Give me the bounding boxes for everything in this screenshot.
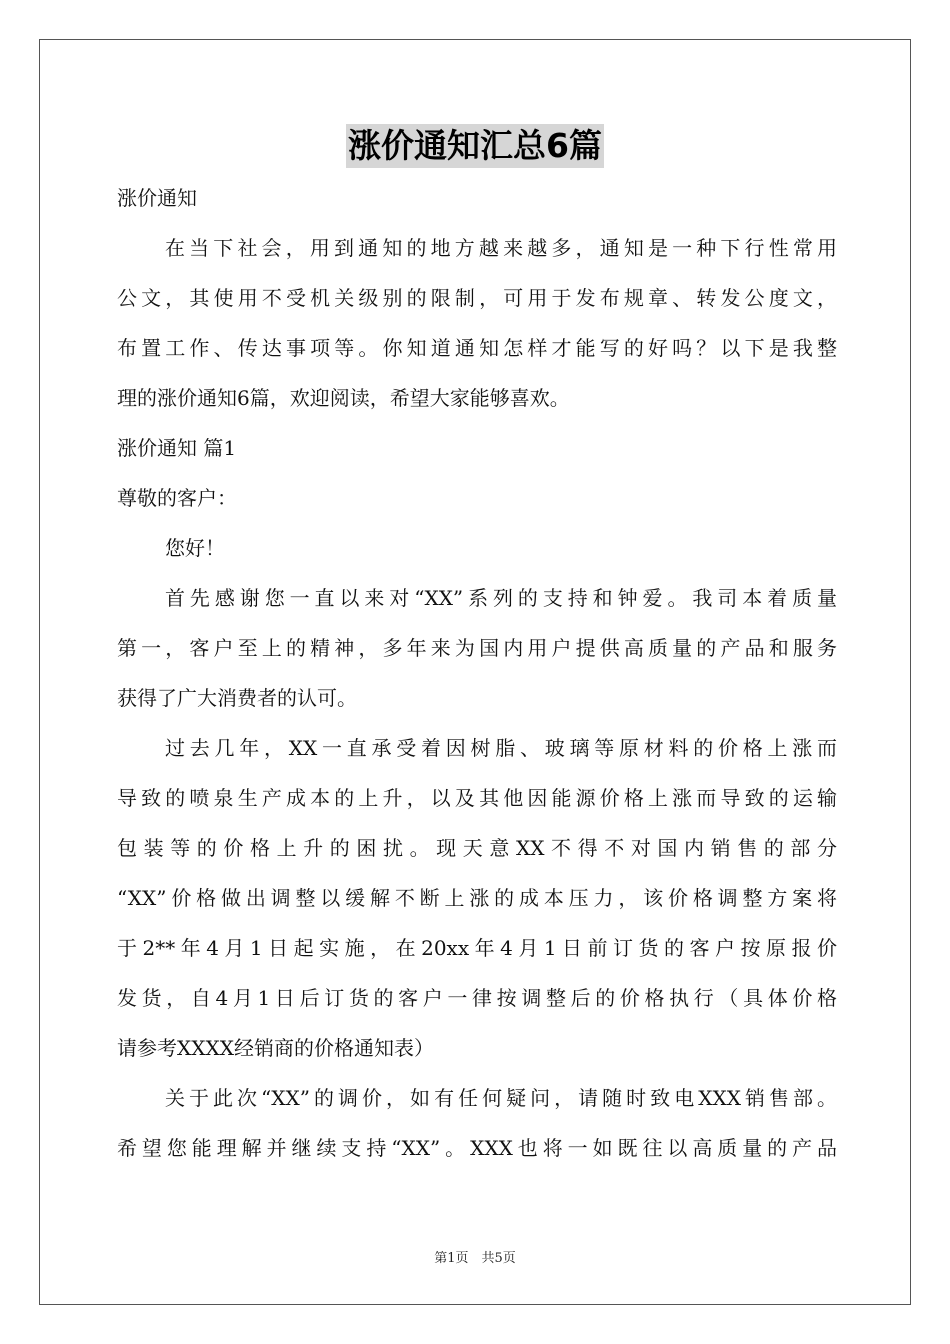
body-line: 公文，其使用不受机关级别的限制，可用于发布规章、转发公度文， xyxy=(117,286,837,310)
body-line: 您好！ xyxy=(165,536,225,560)
document-title: 涨价通知汇总6篇 xyxy=(346,124,604,168)
body-line: 过去几年，XX一直承受着因树脂、玻璃等原材料的价格上涨而 xyxy=(165,736,837,760)
body-line: 发货，自4月1日后订货的客户一律按调整后的价格执行（具体价格 xyxy=(117,986,837,1010)
body-line: 请参考XXXX经销商的价格通知表） xyxy=(117,1036,434,1060)
body-line: 导致的喷泉生产成本的上升，以及其他因能源价格上涨而导致的运输 xyxy=(117,786,837,810)
body-line: 希望您能理解并继续支持“XX”。XXX也将一如既往以高质量的产品 xyxy=(117,1136,837,1160)
body-line: 尊敬的客户： xyxy=(117,486,237,510)
body-line: 首先感谢您一直以来对“XX”系列的支持和钟爱。我司本着质量 xyxy=(165,586,837,610)
body-line: 涨价通知 篇1 xyxy=(117,436,237,460)
body-line: 包装等的价格上升的困扰。现天意XX不得不对国内销售的部分 xyxy=(117,836,837,860)
body-line: 关于此次“XX”的调价，如有任何疑问，请随时致电XXX销售部。 xyxy=(165,1086,837,1110)
body-line: 在当下社会，用到通知的地方越来越多，通知是一种下行性常用 xyxy=(165,236,837,260)
body-line: 布置工作、传达事项等。你知道通知怎样才能写的好吗？以下是我整 xyxy=(117,336,837,360)
page-footer: 第1页 共5页 xyxy=(434,1251,516,1266)
body-line: 获得了广大消费者的认可。 xyxy=(117,686,357,710)
body-line: 第一，客户至上的精神，多年来为国内用户提供高质量的产品和服务 xyxy=(117,636,837,660)
body-line: 涨价通知 xyxy=(117,186,197,210)
body-line: 理的涨价通知6篇，欢迎阅读，希望大家能够喜欢。 xyxy=(117,386,570,410)
body-line: “XX”价格做出调整以缓解不断上涨的成本压力，该价格调整方案将 xyxy=(117,886,837,910)
document-body xyxy=(117,180,837,1180)
title-area xyxy=(0,124,950,168)
body-line: 于2**年4月1日起实施，在20xx年4月1日前订货的客户按原报价 xyxy=(117,936,837,960)
